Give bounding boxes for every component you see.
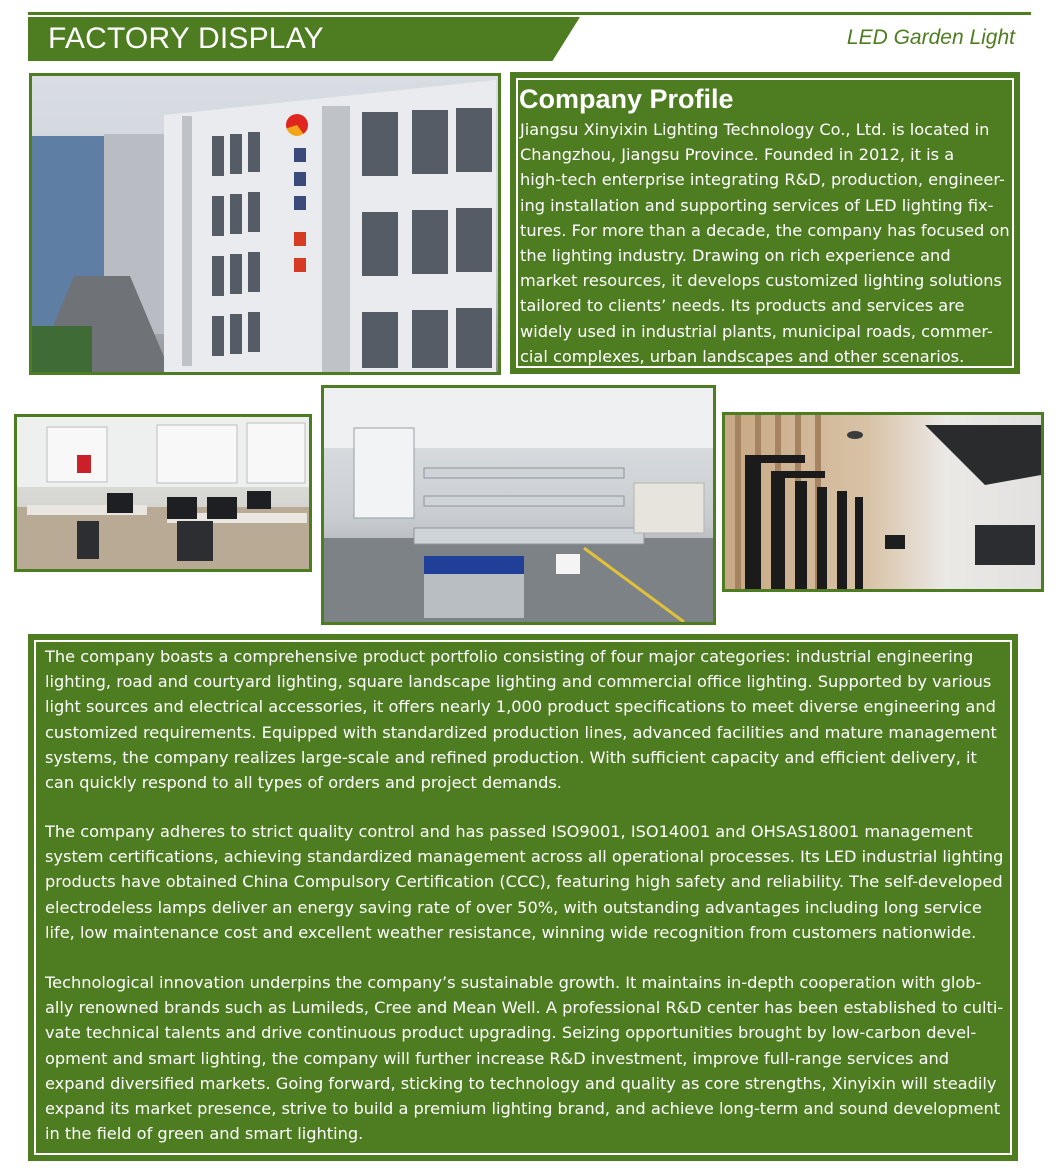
page-title: FACTORY DISPLAY — [48, 22, 324, 55]
building-windows — [32, 76, 498, 372]
paragraph-innovation: Technological innovation underpins the company’s sustainable growth. It maintains in-depth cooperation with glob- ally renowned brands such as Lumileds, Cree and Mean Well. A professional R&D center has been established to culti- vate technical talents and drive continuous product upgrading. Seizing opportunities brought by low-carbon devel- opment and smart lighting, the company will further increase R&D investment, improve full-range services and expand diversified markets. Going forward, sticking to technology and quality as core strengths, Xinyixin will steadily expand its market presence, strive to build a premium lighting brand, and achieve long-term and sound development in the field of green and smart lighting. — [45, 973, 1004, 1144]
showroom-scene — [725, 415, 1041, 589]
lighting-showroom-photo — [722, 412, 1044, 592]
production-workshop-photo — [321, 385, 716, 625]
office-photo — [14, 414, 312, 572]
workshop-scene — [324, 388, 713, 622]
profile-title: Company Profile — [519, 84, 734, 114]
header-top-rule — [28, 12, 1031, 15]
factory-building-photo — [29, 73, 501, 375]
profile-text: Jiangsu Xinyixin Lighting Technology Co., Ltd. is located in Changzhou, Jiangsu Province. Founded in 2012, it is a high-tech enterprise integrating R&D, production, engineer- ing installation and supporting services of LED lighting fix- tures. For more than a decade, the company has focused on the lighting industry. Drawing on rich experience and market resources, it develops customized lighting solutions tailored to clients’ needs. Its products and services are widely used in industrial plants, municipal roads, commer- cial complexes, urban landscapes and other scenarios. — [520, 120, 1010, 366]
page-subtitle: LED Garden Light — [846, 26, 1015, 49]
office-scene — [17, 417, 309, 569]
paragraph-quality-control: The company adheres to strict quality control and has passed ISO9001, ISO14001 and OHSAS18001 management system certifications, achieving standardized management across all operational processes. Its LED industrial lighting products have obtained China Compulsory Certification (CCC), featuring high safety and reliability. The self-developed electrodeless lamps deliver an energy saving rate of over 50%, with outstanding advantages including long service life, low maintenance cost and excellent weather resistance, winning wide recognition from customers nationwide. — [45, 822, 1004, 942]
paragraph-product-portfolio: The company boasts a comprehensive product portfolio consisting of four major categories: industrial engineering lighting, road and courtyard lighting, square landscape lighting and commercial office lighting. Supported by various light sources and electrical accessories, it offers nearly 1,000 product specifications to meet diverse engineering and customized requirements. Equipped with standardized production lines, advanced facilities and mature management systems, the company realizes large-scale and refined production. With sufficient capacity and efficient delivery, it can quickly respond to all types of orders and project demands. — [45, 647, 997, 793]
